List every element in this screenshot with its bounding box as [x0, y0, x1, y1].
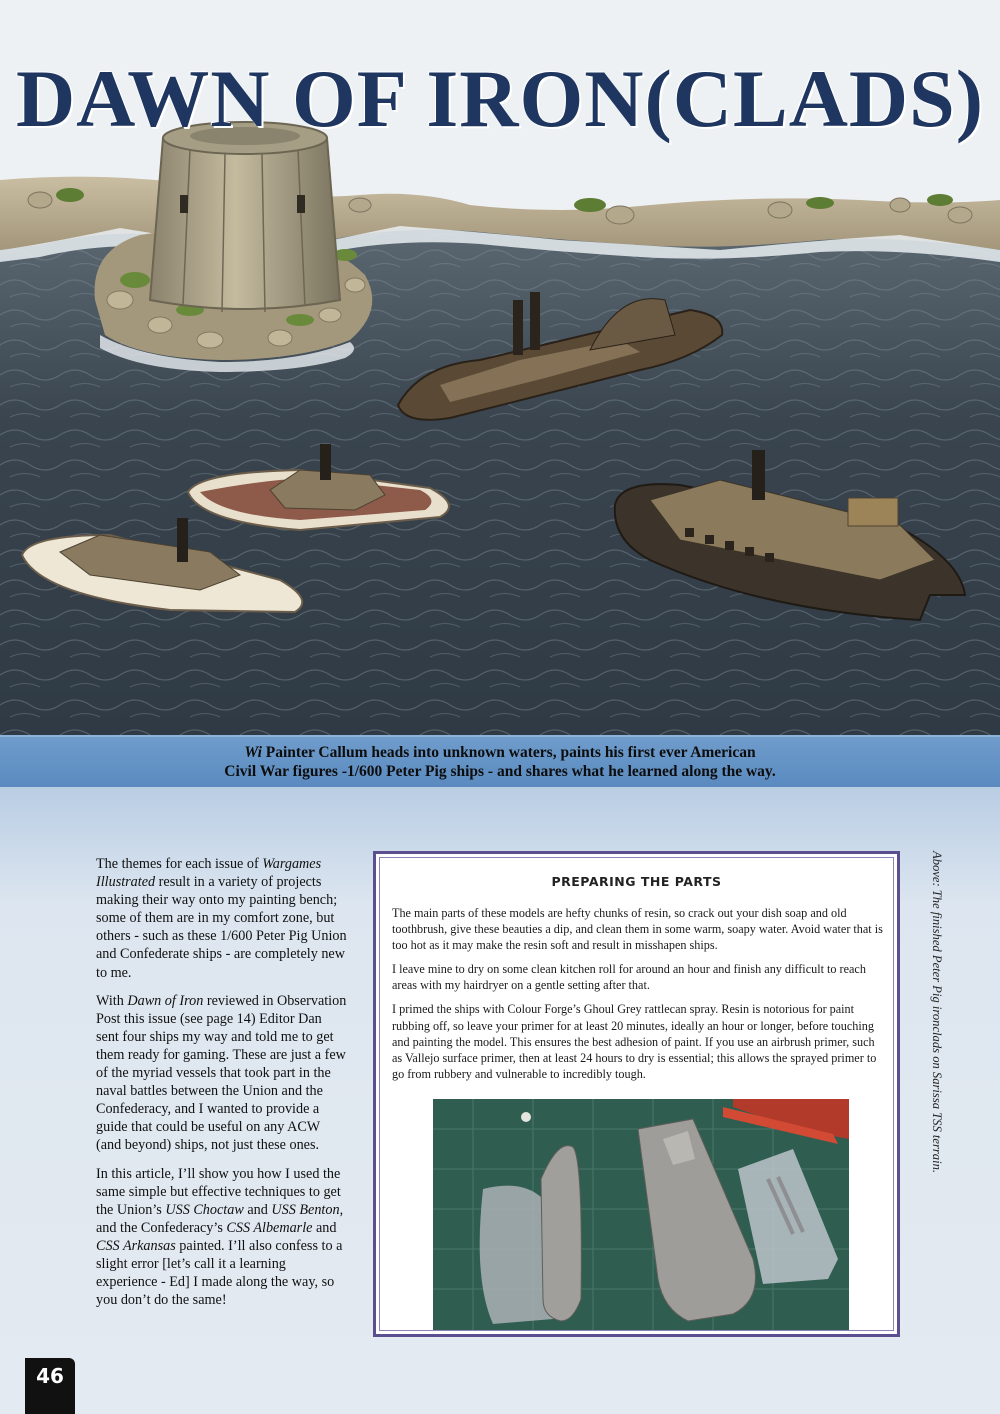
sidebar-paragraph-2: I leave mine to dry on some clean kitchen roll for around an hour and finish any difficult to reach areas with my hairdryer on a gentle setting after that. [392, 962, 866, 993]
sidebar-text [392, 905, 886, 1090]
article-column [96, 855, 348, 1319]
sidebar-paragraph-1: The main parts of these models are hefty chunks of resin, so crack out your dish soap and old toothbrush, give these beauties a dip, and clean them in some warm, soapy water. Avoid water that is too hot as it may make the resin soft and result in misshapen ships. [392, 906, 883, 953]
article-paragraph-1: The themes for each issue of Wargames Illustrated result in a variety of projects making their way onto my painting bench; some of them are in my comfort zone, but others - such as these 1/600 Peter Pig Union and Confederate ships - are completely new to me. [96, 856, 347, 981]
sidebar-heading: PREPARING THE PARTS [551, 874, 722, 889]
caption-band [0, 735, 1000, 789]
photo-caption [224, 743, 775, 781]
cutting-mat-image [433, 1099, 849, 1330]
side-photo-caption: Above: The finished Peter Pig ironclads on Sarissa TSS terrain. [930, 851, 944, 1174]
caption-lead: Wi [244, 744, 262, 761]
sidebar-box [373, 851, 900, 1337]
caption-line1: Painter Callum heads into unknown waters, paints his first ever American [261, 744, 756, 761]
page-number: 46 [25, 1358, 75, 1414]
article-paragraph-2: With Dawn of Iron reviewed in Observation Post this issue (see page 14) Editor Dan sent four ships my way and told me to get them ready for gaming. These are just a few of the myriad vessels that took part in the naval battles between the Union and the Confederacy, and I wanted to provide a guide that could be useful on any ACW (and beyond) ships, not just these ones. [96, 992, 347, 1154]
primed-ships-photo [433, 1099, 849, 1330]
caption-line2: Civil War figures -1/600 Peter Pig ships - and shares what he learned along the way. [224, 763, 776, 780]
sidebar-paragraph-3: I primed the ships with Colour Forge’s Ghoul Grey rattlecan spray. Resin is notorious for paint rubbing off, so leave your primer for at least 20 minutes, ideally an hour or longer, before touching and painting the model. This ensures the best adhesion of paint. If you use an airbrush primer, such as Vallejo surface primer, then at least 24 hours to dry is essential; this allows the sprayed primer to go from rubbery and vulnerable to incredibly tough. [392, 1002, 877, 1081]
page-title: DAWN OF IRON(CLADS) [15, 53, 985, 144]
article-paragraph-3: In this article, I’ll show you how I used the same simple but effective techniques to get the Union’s USS Choctaw and USS Benton, and the Confederacy’s CSS Albemarle and CSS Arkansas painted. I’ll also confess to a slight error [let’s call it a learning experience - Ed] I made along the way, so you don’t do the same! [96, 1165, 344, 1309]
